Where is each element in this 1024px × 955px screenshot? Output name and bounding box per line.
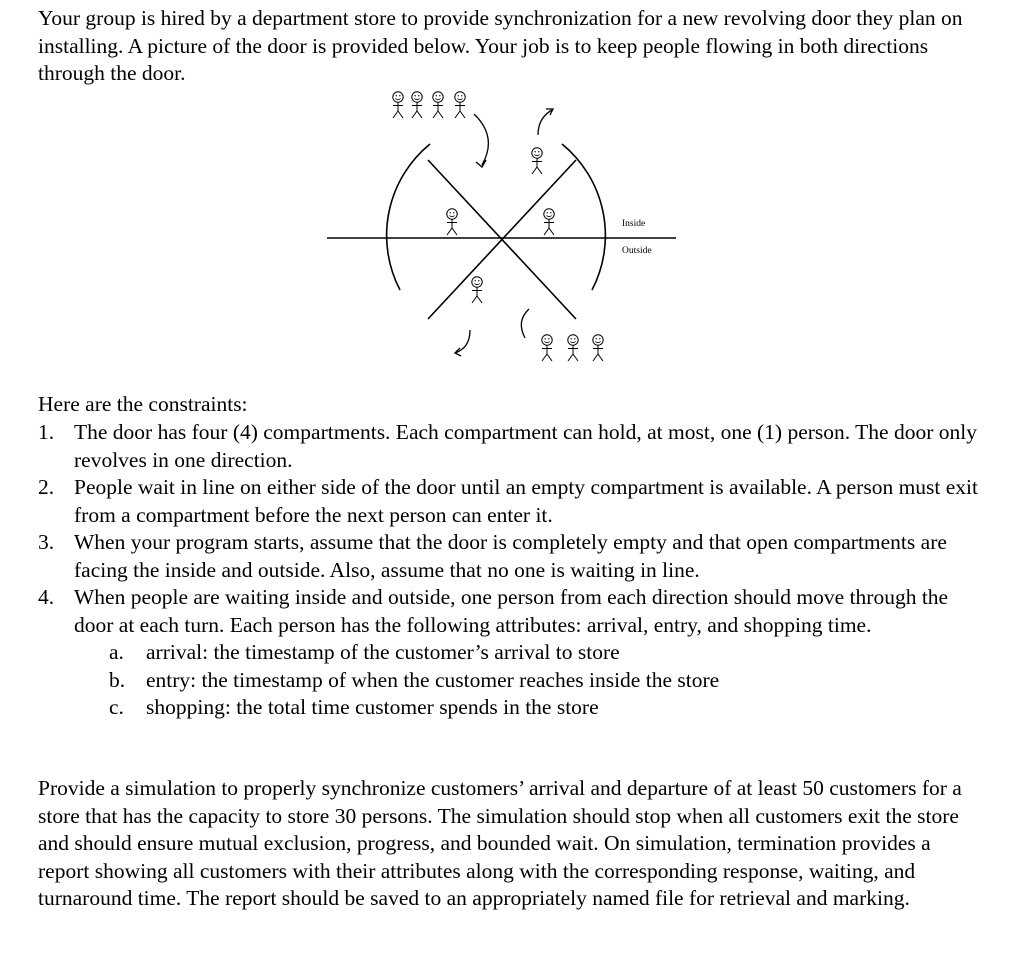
inside-label: Inside: [622, 219, 646, 229]
people-queue-bottom: [542, 335, 603, 361]
revolving-door-diagram: [320, 85, 690, 385]
people-in-door: [447, 148, 554, 303]
door-blades: [428, 160, 576, 319]
attribute-sublist: [74, 639, 978, 722]
constraint-item: 4. When people are waiting inside and outside, one person from each direction should move through the door at each turn. Each person has the following attributes: arrival, entry, and shopping time. a. arrival: the timestamp of the customer’s arrival to store b. entry: the timestamp of when the customer reaches inside the store c. shopping: the total time customer spends in the store: [38, 584, 978, 722]
door-arcs: [387, 144, 606, 290]
flow-arrows: [455, 109, 553, 356]
attribute-item: c. shopping: the total time customer spends in the store: [109, 695, 599, 719]
intro-paragraph: Your group is hired by a department store to provide synchronization for a new revolving door they plan on installing. A picture of the door is provided below. Your job is to keep people flowing in both directions through the door.: [38, 6, 963, 85]
people-queue-top: [393, 92, 465, 118]
constraints-heading: Here are the constraints:: [38, 392, 248, 416]
outside-label: Outside: [622, 246, 652, 256]
closing-paragraph: Provide a simulation to properly synchronize customers’ arrival and departure of at least 50 customers for a store that has the capacity to store 30 persons. The simulation should stop when all customers exit the store and should ensure mutual exclusion, progress, and bounded wait. On simulation, termination provides a report showing all customers with their attributes along with the corresponding response, waiting, and turnaround time. The report should be saved to an appropriately named file for retrieval and marking.: [38, 776, 962, 910]
constraint-item: 3. When your program starts, assume that the door is completely empty and that open compartments are facing the inside and outside. Also, assume that no one is waiting in line.: [38, 530, 947, 582]
constraint-item: 1. The door has four (4) compartments. Each compartment can hold, at most, one (1) person. The door only revolves in one direction.: [38, 420, 977, 472]
attribute-item: a. arrival: the timestamp of the customer’s arrival to store: [109, 640, 620, 664]
constraints-list: [38, 419, 978, 722]
attribute-item: b. entry: the timestamp of when the customer reaches inside the store: [109, 667, 720, 692]
constraint-item: 2. People wait in line on either side of the door until an empty compartment is available. A person must exit from a compartment before the next person can enter it.: [38, 475, 978, 527]
